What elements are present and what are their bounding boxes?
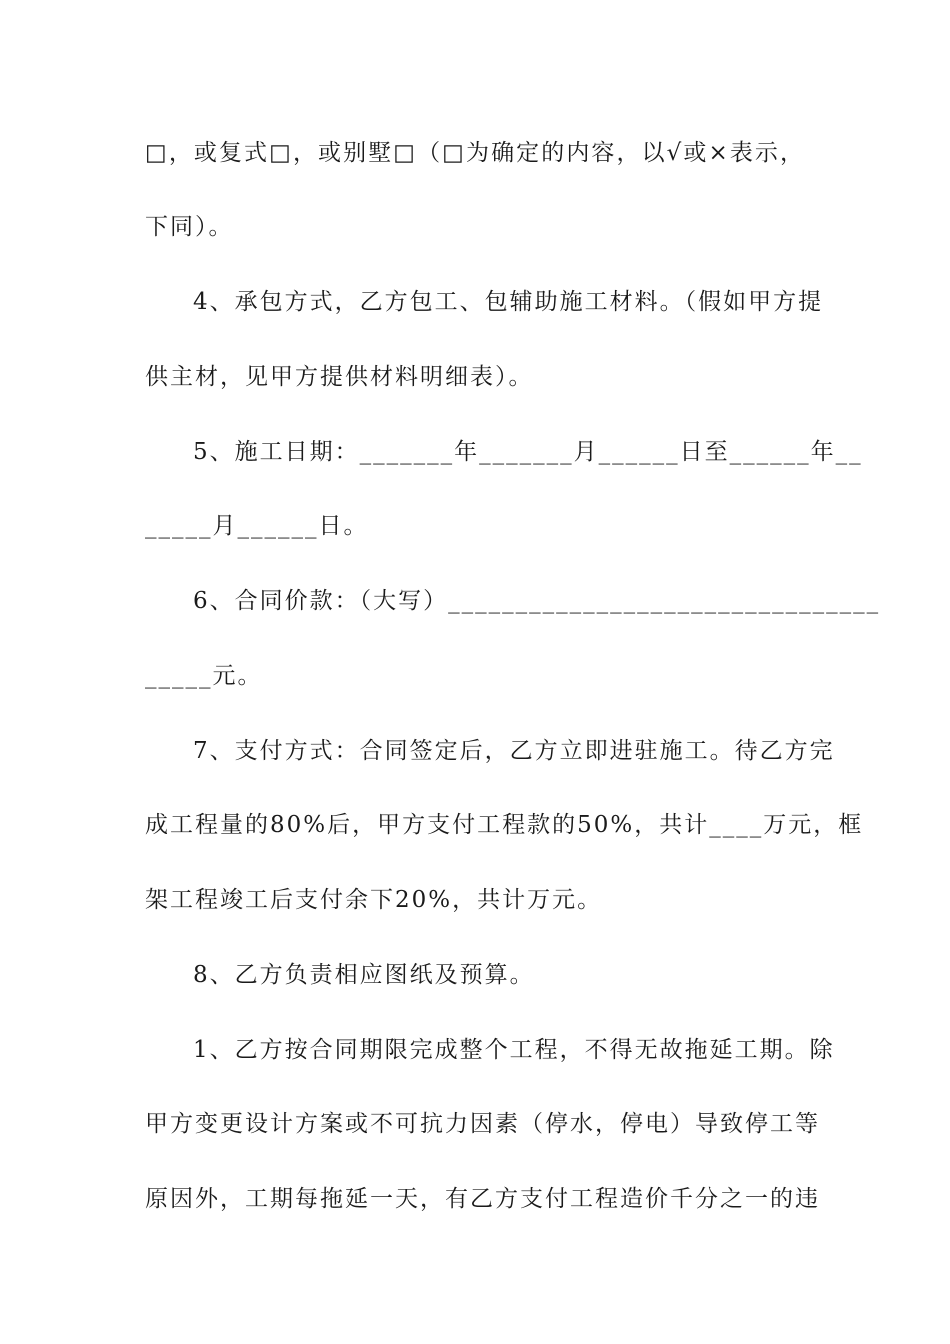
- text-line: 成工程量的80%后，甲方支付工程款的50%，共计____万元，框: [145, 812, 864, 838]
- text-line: 原因外，工期每拖延一天，有乙方支付工程造价千分之一的违: [145, 1186, 820, 1212]
- paragraph-8-line: 8、乙方负责相应图纸及预算。: [193, 962, 535, 988]
- clause-1-line: 1、乙方按合同期限完成整个工程，不得无故拖延工期。除: [193, 1037, 835, 1063]
- paragraph-7-line: 7、支付方式：合同签定后，乙方立即进驻施工。待乙方完: [193, 738, 835, 764]
- text-line: 甲方变更设计方案或不可抗力因素（停水，停电）导致停工等: [145, 1111, 820, 1137]
- text-line: _____月______日。: [145, 513, 369, 539]
- text-line: 下同）。: [145, 214, 234, 240]
- text-line: □，或复式□，或别墅□（□为确定的内容，以√或×表示，: [145, 140, 805, 166]
- paragraph-6-line: 6、合同价款：（大写）________________________________: [193, 588, 881, 614]
- text-line: 供主材，见甲方提供材料明细表）。: [145, 364, 534, 390]
- paragraph-4-line: 4、承包方式，乙方包工、包辅助施工材料。（假如甲方提: [193, 289, 824, 315]
- text-line: 架工程竣工后支付余下20%，共计万元。: [145, 887, 603, 913]
- paragraph-5-line: 5、施工日期：_______年_______月______日至______年__: [193, 439, 863, 465]
- text-line: _____元。: [145, 663, 263, 689]
